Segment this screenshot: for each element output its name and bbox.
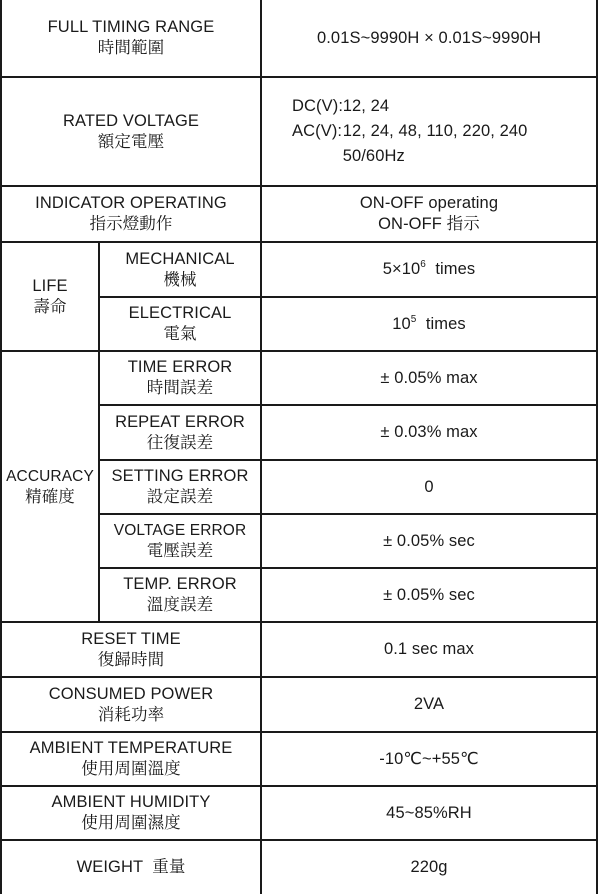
reset-time-value: 0.1 sec max (383, 640, 475, 658)
dc-voltage: DC(V): 12, 24 (292, 97, 390, 115)
life-group-label: LIFE 壽命 (32, 276, 68, 316)
ambient-temperature-label: AMBIENT TEMPERATURE 使用周圍溫度 (29, 739, 233, 778)
temp-error-value: ± 0.05% sec (383, 585, 475, 604)
voltage-error-value: ± 0.05% sec (383, 531, 475, 550)
setting-error-value: 0 (424, 477, 434, 496)
frequency: 50/60Hz (342, 147, 405, 165)
life-mechanical-label: MECHANICAL 機械 (125, 249, 235, 289)
life-electrical-label: ELECTRICAL 電氣 (128, 304, 232, 343)
ambient-temperature-value: -10℃~+55℃ (379, 749, 479, 768)
time-error-label: TIME ERROR 時間誤差 (127, 358, 233, 397)
reset-time-label: RESET TIME 復歸時間 (81, 629, 181, 669)
time-error-value: ± 0.05% max (380, 368, 478, 387)
ambient-humidity-value: 45~85%RH (386, 803, 472, 822)
consumed-power-label: CONSUMED POWER 消耗功率 (48, 684, 214, 724)
ac-voltage: AC(V): 12, 24, 48, 110, 220, 240 (292, 122, 528, 140)
timing-range-label: FULL TIMING RANGE 時間範圍 (47, 18, 215, 57)
indicator-value: ON-OFF operating ON-OFF 指示 (359, 194, 499, 233)
life-mechanical-value: $5\times 10^6$ times (382, 259, 476, 278)
temp-error-label: TEMP. ERROR 溫度誤差 (123, 575, 237, 614)
weight-label: WEIGHT 重量 (76, 858, 186, 876)
consumed-power-value: 2VA (413, 695, 445, 713)
setting-error-label: SETTING ERROR 設定誤差 (111, 467, 249, 506)
repeat-error-label: REPEAT ERROR 往復誤差 (115, 412, 245, 452)
rated-voltage-label: RATED VOLTAGE 額定電壓 (62, 111, 200, 151)
weight-value: 220g (410, 858, 448, 876)
voltage-error-label: VOLTAGE ERROR 電壓誤差 (113, 522, 247, 560)
ambient-humidity-label: AMBIENT HUMIDITY 使用周圍濕度 (51, 793, 211, 832)
accuracy-group-label: ACCURACY 精確度 (6, 467, 94, 506)
repeat-error-value: ± 0.03% max (380, 423, 478, 441)
life-electrical-value: $10^5$ times (392, 313, 466, 333)
timing-range-value: 0.01S~9990H × 0.01S~9990H (316, 28, 542, 47)
indicator-label: INDICATOR OPERATING 指示燈動作 (35, 194, 227, 233)
rated-voltage-value (262, 78, 596, 185)
table-border-right (596, 0, 598, 894)
